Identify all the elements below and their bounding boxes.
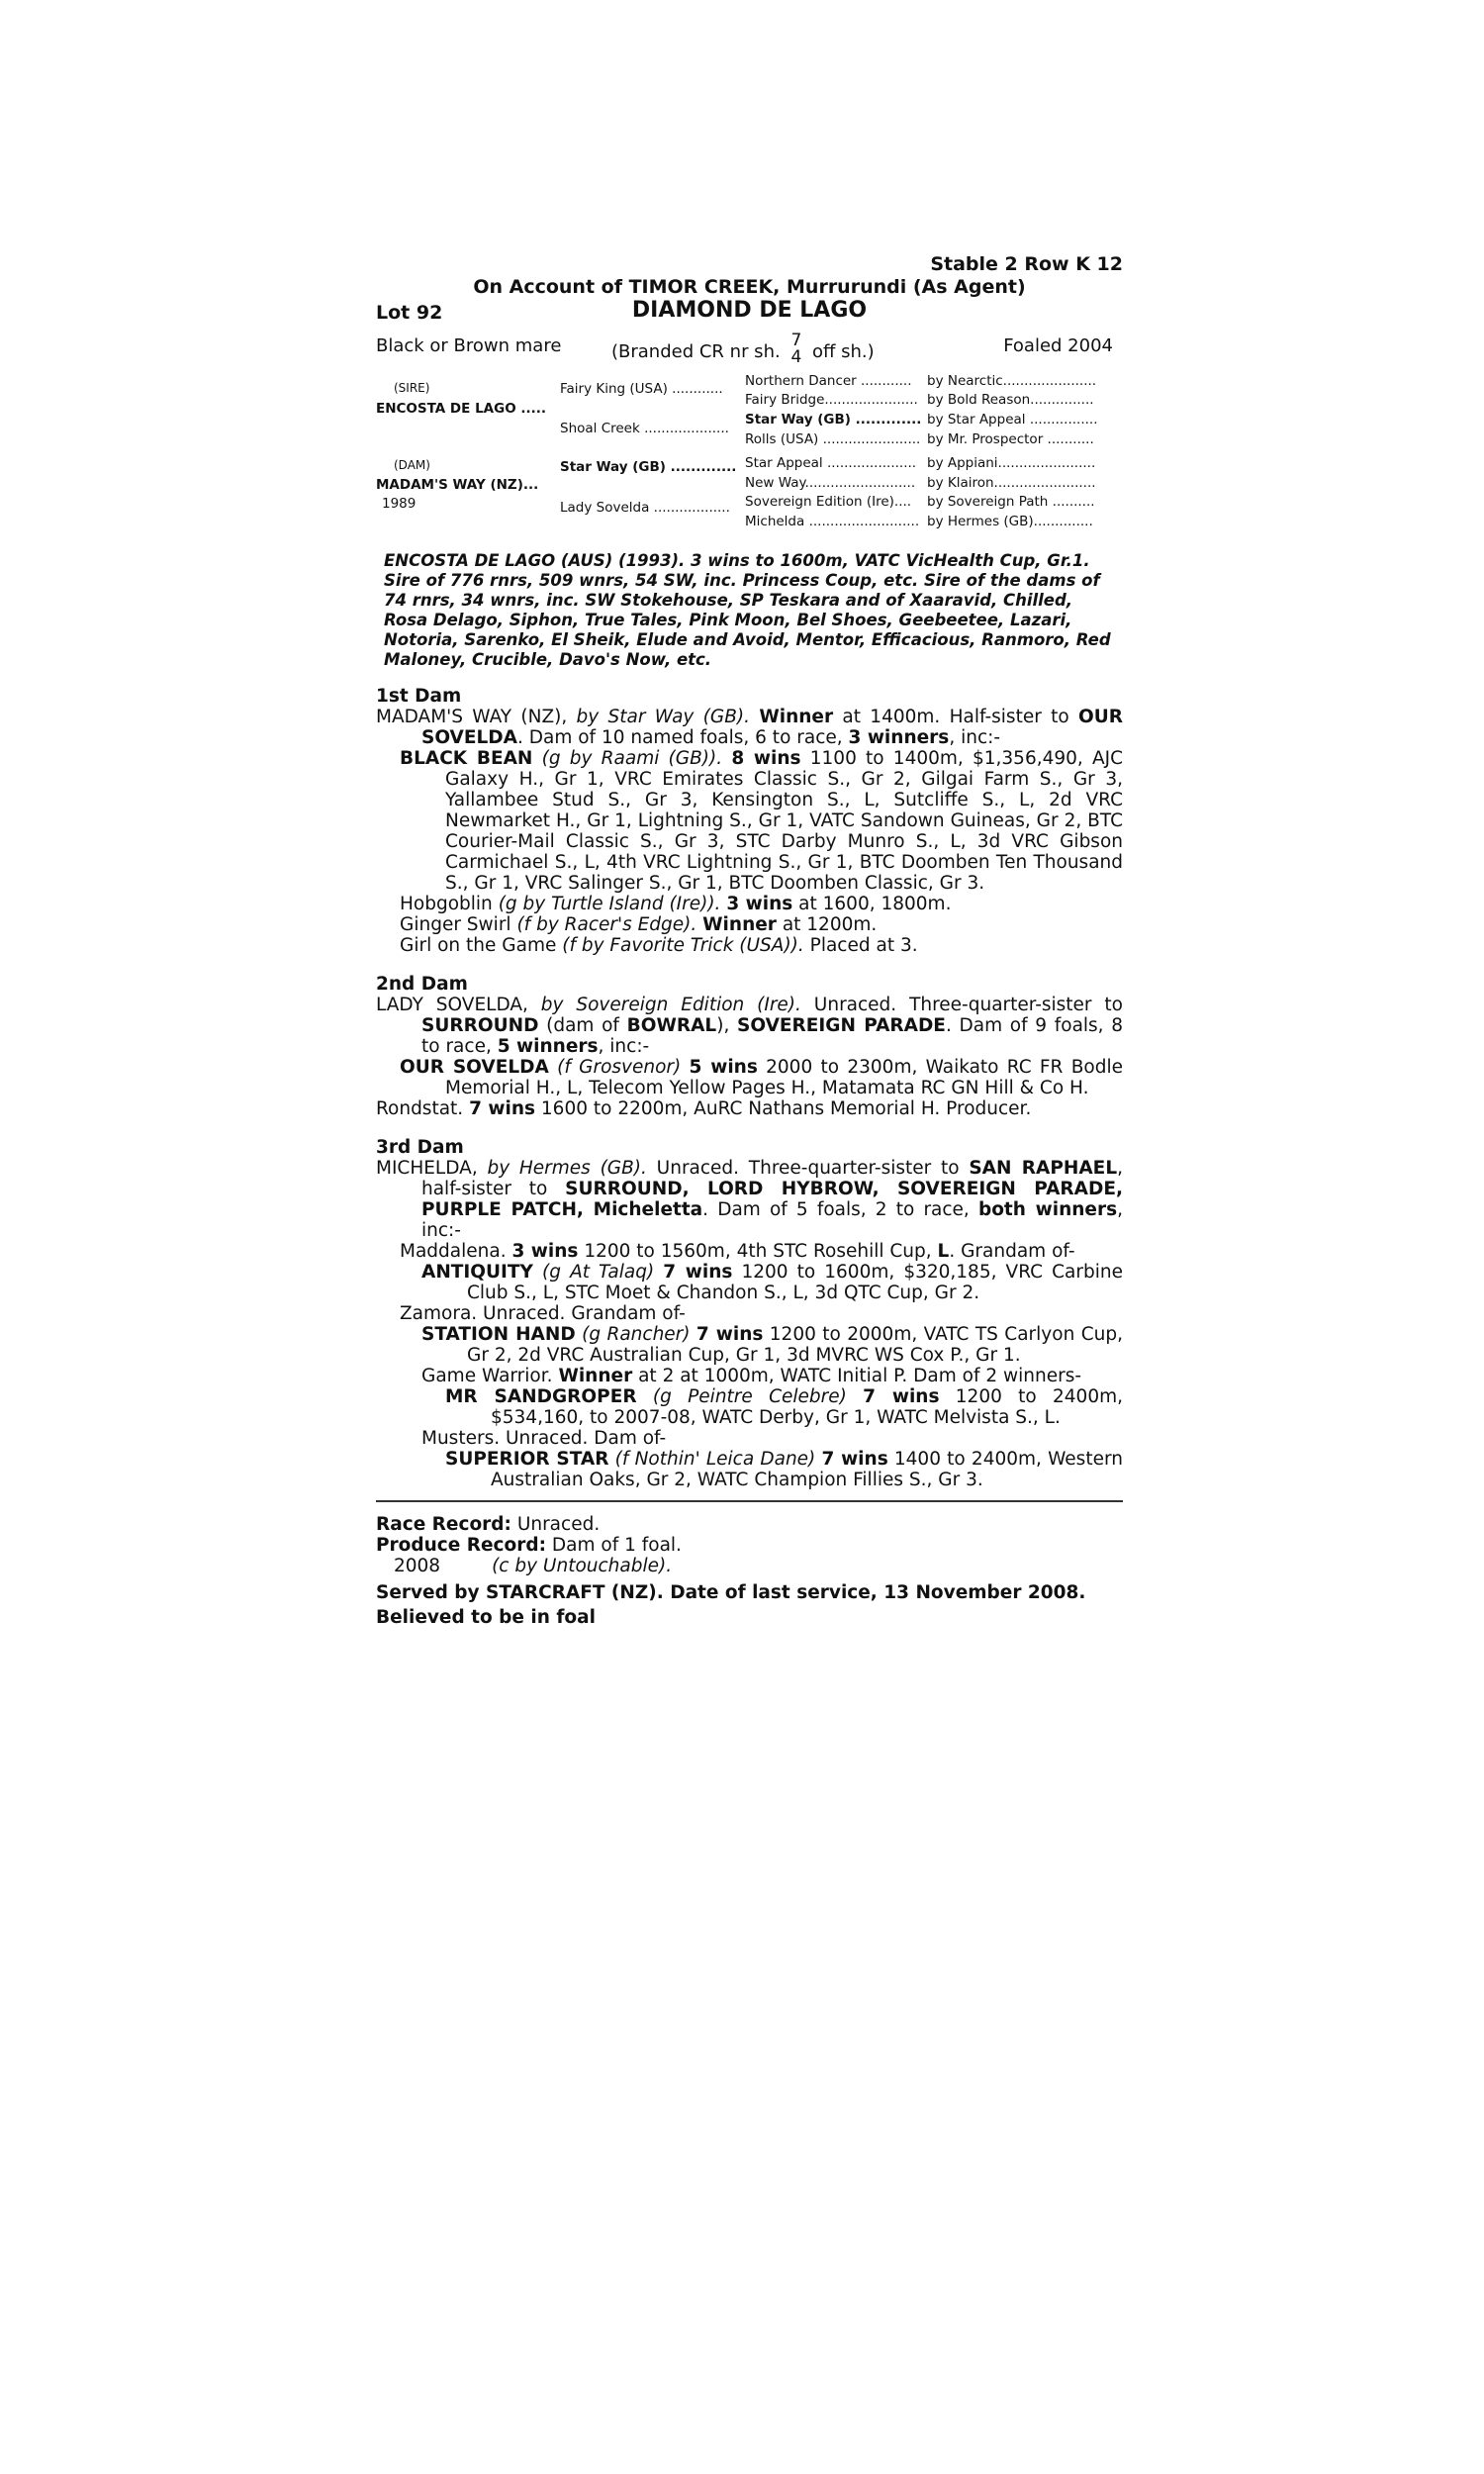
progeny-rondstat xyxy=(376,1098,1123,1119)
produce-record-value: Dam of 1 foal. xyxy=(551,1535,682,1556)
dam-sire: by Star Way (GB). xyxy=(576,707,751,727)
wins-count: 7 wins xyxy=(469,1098,536,1119)
progeny-name: OUR SOVELDA xyxy=(400,1057,549,1078)
dam-name: LADY SOVELDA, xyxy=(376,995,528,1015)
progeny-maddalena xyxy=(400,1241,1123,1262)
progeny-station-hand xyxy=(421,1324,1123,1366)
race-record-label: Race Record: xyxy=(376,1514,511,1535)
produce-entry xyxy=(376,1556,1123,1576)
sire-label: (SIRE) xyxy=(394,381,430,395)
race-record xyxy=(376,1514,1123,1535)
wins-count: 3 wins xyxy=(726,894,793,914)
progeny-girl-on-the-game xyxy=(400,935,1123,956)
progeny-sire: (g At Talaq) xyxy=(542,1262,655,1283)
text: . Dam of 10 named foals, 6 to race, xyxy=(516,727,843,748)
win-text: Winner xyxy=(558,1366,633,1386)
relative-name: SOVEREIGN PARADE xyxy=(737,1015,946,1036)
wins-count: 7 wins xyxy=(696,1324,764,1345)
race-record: 1200 to 2400m, $534,160, to 2007-08, WATC Derby, Gr 1, WATC Melvista S., L. xyxy=(491,1386,1123,1428)
brand-suffix: off sh.) xyxy=(812,341,875,362)
ancestor-sire-2: by Bold Reason............... xyxy=(927,392,1094,408)
progeny-name: Ginger Swirl xyxy=(400,914,511,935)
race-record: 1100 to 1400m, $1,356,490, AJC Galaxy H., Gr 1, VRC Emirates Classic S., Gr 2, Gilgai Farm S., Gr 3, Yallambee Stud S., Gr 3, Kensington S., L, Sutcliffe S., L, 2d VRC Newmarket H., Gr 1, Lightning S., Gr 1, VATC Sandown Guineas, Gr 2, BTC Courier-Mail Classic S., Gr 3, STC Darby Munro S., L, 3d VRC Gibson Carmichael S., L, 4th VRC Lightning S., Gr 1, BTC Doomben Ten Thousand S., Gr 1, VRC Salinger S., Gr 1, BTC Doomben Classic, Gr 3. xyxy=(445,748,1124,894)
wins-count: 7 wins xyxy=(863,1386,940,1407)
progeny-name: ANTIQUITY xyxy=(421,1262,533,1283)
progeny-name: Game Warrior. xyxy=(421,1366,553,1386)
progeny-game-warrior xyxy=(421,1366,1123,1386)
brand-denominator: 4 xyxy=(790,347,802,367)
catalogue-page xyxy=(376,252,1123,1628)
dam-sire: by Sovereign Edition (Ire). xyxy=(540,995,801,1015)
pedigree-table xyxy=(376,371,1123,537)
progeny-name: STATION HAND xyxy=(421,1324,576,1345)
brand-fraction xyxy=(790,333,801,366)
ancestor-3: Star Way (GB) ............. xyxy=(745,412,922,428)
progeny-name: Maddalena. xyxy=(400,1241,507,1262)
brand-prefix: (Branded CR nr sh. xyxy=(611,341,781,362)
progeny-sire: (g Peintre Celebre) xyxy=(652,1386,847,1407)
race-record: 2000 to 2300m, Waikato RC FR Bodle Memorial H., L, Telecom Yellow Pages H., Matamata RC GN Hill & Co H. xyxy=(445,1057,1123,1098)
section-divider xyxy=(376,1500,1123,1502)
progeny-name: Girl on the Game xyxy=(400,935,557,956)
progeny-name: Hobgoblin xyxy=(400,894,493,914)
winners-count: 5 winners xyxy=(497,1036,599,1057)
wins-count: 7 wins xyxy=(663,1262,733,1283)
text: , inc:- xyxy=(421,1199,1124,1241)
text: ), xyxy=(716,1015,730,1036)
race-record: 1200 to 2000m, VATC TS Carlyon Cup, Gr 2, 2d VRC Australian Cup, Gr 1, 3d MVRC WS Cox P., Gr 1. xyxy=(467,1324,1123,1366)
ancestor-sire-8: by Hermes (GB).............. xyxy=(927,514,1093,529)
foaled-year: Foaled 2004 xyxy=(1003,335,1113,356)
horse-name: DIAMOND DE LAGO xyxy=(631,298,868,323)
win-text: Winner xyxy=(759,707,834,727)
description-row xyxy=(376,328,1123,365)
race-record: Placed at 3. xyxy=(809,935,918,956)
foal-year: 2008 xyxy=(394,1556,441,1576)
lot-number: Lot 92 xyxy=(376,302,443,324)
sire-name: ENCOSTA DE LAGO ..... xyxy=(376,401,547,417)
grade: L xyxy=(937,1241,950,1262)
progeny-sire: (f by Racer's Edge). xyxy=(516,914,697,935)
progeny-name: Rondstat. xyxy=(376,1098,464,1119)
dam-name: MADAM'S WAY (NZ), xyxy=(376,707,568,727)
dam-sire: by Hermes (GB). xyxy=(487,1158,647,1179)
ancestor-sire-6: by Klairon........................ xyxy=(927,475,1096,491)
progeny-name: MR SANDGROPER xyxy=(445,1386,637,1407)
progeny-sire: (g Rancher) xyxy=(582,1324,691,1345)
progeny-name: BLACK BEAN xyxy=(400,748,533,769)
service-note: Served by STARCRAFT (NZ). Date of last service, 13 November 2008. xyxy=(376,1582,1086,1603)
text: Unraced. Three-quarter-sister to xyxy=(813,995,1123,1015)
sire-sire: Fairy King (USA) ............ xyxy=(560,381,723,397)
first-dam-heading: 1st Dam xyxy=(376,686,462,707)
second-dam-paragraph xyxy=(376,995,1123,1057)
produce-record xyxy=(376,1535,1123,1556)
text: . Dam of 5 foals, 2 to race, xyxy=(702,1199,970,1220)
progeny-sire: (f by Favorite Trick (USA)). xyxy=(562,935,804,956)
ancestor-8: Michelda .......................... xyxy=(745,514,920,529)
lot-row xyxy=(376,298,1123,328)
progeny-hobgoblin xyxy=(400,894,1123,914)
winners-count: 3 winners xyxy=(848,727,950,748)
second-dam-heading: 2nd Dam xyxy=(376,974,468,995)
progeny-musters: Musters. Unraced. Dam of- xyxy=(421,1428,667,1449)
race-record-value: Unraced. xyxy=(516,1514,601,1535)
progeny-our-sovelda xyxy=(400,1057,1123,1098)
race-record: 1200 to 1600m, $320,185, VRC Carbine Club S., L, STC Moet & Chandon S., L, 3d QTC Cup, Gr 2. xyxy=(467,1262,1123,1303)
brand-numerator: 7 xyxy=(790,331,802,350)
text: , inc:- xyxy=(949,727,1001,748)
color-sex: Black or Brown mare xyxy=(376,335,562,356)
wins-count: 3 wins xyxy=(511,1241,579,1262)
brand-info xyxy=(611,331,875,369)
progeny-name: SUPERIOR STAR xyxy=(445,1449,609,1470)
third-dam-paragraph xyxy=(376,1158,1123,1241)
produce-record-label: Produce Record: xyxy=(376,1535,546,1556)
ancestor-sire-4: by Mr. Prospector ........... xyxy=(927,431,1094,447)
ancestor-2: Fairy Bridge...................... xyxy=(745,392,918,408)
in-foal-note: Believed to be in foal xyxy=(376,1607,596,1628)
progeny-ginger-swirl xyxy=(400,914,1123,935)
dam-name: MICHELDA, xyxy=(376,1158,478,1179)
ancestor-sire-3: by Star Appeal ................ xyxy=(927,412,1098,428)
text: , inc:- xyxy=(598,1036,650,1057)
race-record: at 1600, 1800m. xyxy=(798,894,952,914)
progeny-sire: (f Nothin' Leica Dane) xyxy=(614,1449,816,1470)
wins-count: 8 wins xyxy=(731,748,801,769)
relative-names: SURROUND, LORD HYBROW, SOVEREIGN PARADE, PURPLE PATCH, Micheletta xyxy=(421,1179,1123,1220)
text: , half-sister to xyxy=(421,1158,1123,1199)
sire-dam: Shoal Creek .................... xyxy=(560,421,729,436)
progeny-antiquity xyxy=(421,1262,1123,1303)
progeny-black-bean xyxy=(400,748,1123,894)
text: (dam of xyxy=(546,1015,619,1036)
relative-name: SAN RAPHAEL xyxy=(969,1158,1118,1179)
progeny-zamora: Zamora. Unraced. Grandam of- xyxy=(400,1303,686,1324)
race-record: 1400 to 2400m, Western Australian Oaks, Gr 2, WATC Champion Fillies S., Gr 3. xyxy=(491,1449,1123,1490)
dam-dam: Lady Sovelda .................. xyxy=(560,500,730,516)
progeny-sire: (g by Raami (GB)). xyxy=(541,748,723,769)
text: . Grandam of- xyxy=(949,1241,1075,1262)
foal-description: (c by Untouchable). xyxy=(492,1556,673,1576)
ancestor-sire-7: by Sovereign Path .......... xyxy=(927,494,1095,510)
ancestor-sire-5: by Appiani....................... xyxy=(927,455,1096,471)
text: at 1400m. Half-sister to xyxy=(842,707,1069,727)
relative-name: SURROUND xyxy=(421,1015,539,1036)
ancestor-5: Star Appeal ..................... xyxy=(745,455,917,471)
sire-summary: ENCOSTA DE LAGO (AUS) (1993). 3 wins to 1600m, VATC VicHealth Cup, Gr.1. Sire of 776 rnrs, 509 wnrs, 54 SW, inc. Princess Coup, etc. Sire of the dams of 74 rnrs, 34 wnrs, inc. SW Stokehouse, SP Teskara and of Xaaravid, Chilled, Rosa Delago, Siphon, True Tales, Pink Moon, Bel Shoes, Geebeetee, Lazari, Notoria, Sarenko, El Sheik, Elude and Avoid, Mentor, Efficacious, Ranmoro, Red Maloney, Crucible, Davo's Now, etc. xyxy=(384,551,1111,669)
text: Unraced. Three-quarter-sister to xyxy=(656,1158,960,1179)
dam-name: MADAM'S WAY (NZ)... xyxy=(376,477,539,493)
race-record: at 1200m. xyxy=(782,914,878,935)
wins-count: Winner xyxy=(702,914,777,935)
winners-count: both winners xyxy=(977,1199,1118,1220)
stable-location: Stable 2 Row K 12 xyxy=(930,253,1123,275)
wins-count: 7 wins xyxy=(821,1449,888,1470)
vendor-account: On Account of TIMOR CREEK, Murrurundi (As Agent) xyxy=(473,276,1026,298)
text: . Dam of 9 foals, 8 to race, xyxy=(421,1015,1124,1057)
sibling-name: OUR SOVELDA xyxy=(421,707,1124,748)
dam-label: (DAM) xyxy=(394,458,430,472)
dam-foaled: 1989 xyxy=(382,496,417,512)
first-dam-paragraph xyxy=(376,707,1123,748)
race-record: 1200 to 1560m, 4th STC Rosehill Cup, xyxy=(584,1241,932,1262)
progeny-sire: (f Grosvenor) xyxy=(557,1057,682,1078)
race-record: at 2 at 1000m, WATC Initial P. Dam of 2 winners- xyxy=(638,1366,1082,1386)
race-record: 1600 to 2200m, AuRC Nathans Memorial H. Producer. xyxy=(540,1098,1032,1119)
progeny-sire: (g by Turtle Island (Ire)). xyxy=(498,894,721,914)
ancestor-4: Rolls (USA) ....................... xyxy=(745,431,921,447)
relative-name: BOWRAL xyxy=(626,1015,717,1036)
third-dam-heading: 3rd Dam xyxy=(376,1137,464,1158)
dam-sire: Star Way (GB) ............. xyxy=(560,459,737,475)
wins-count: 5 wins xyxy=(689,1057,758,1078)
ancestor-7: Sovereign Edition (Ire).... xyxy=(745,494,912,510)
ancestor-6: New Way.......................... xyxy=(745,475,916,491)
ancestor-sire-1: by Nearctic...................... xyxy=(927,373,1097,389)
progeny-mr-sandgroper xyxy=(445,1386,1123,1428)
progeny-superior-star xyxy=(445,1449,1123,1490)
ancestor-1: Northern Dancer ............ xyxy=(745,373,912,389)
